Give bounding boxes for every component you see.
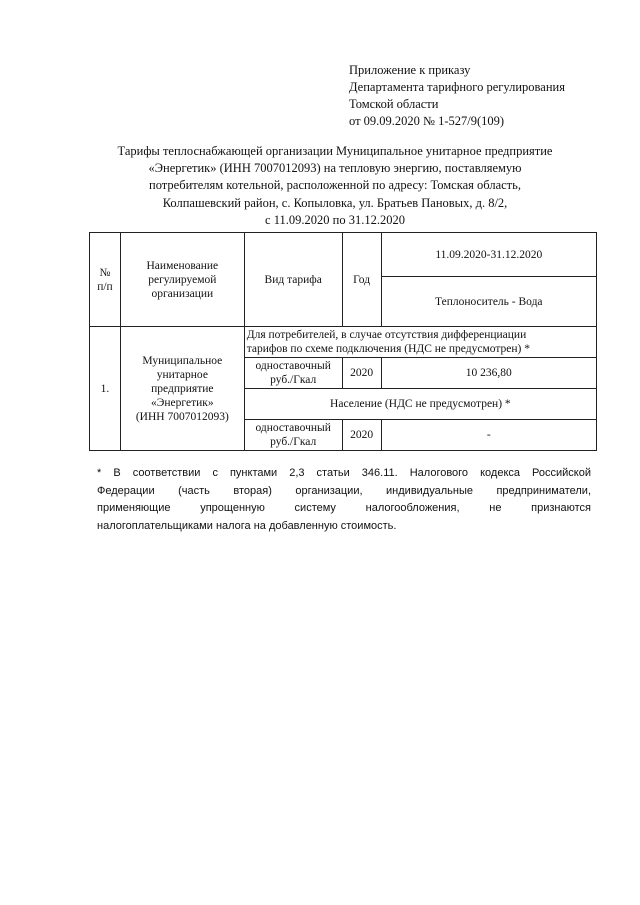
footnote-line: применяющие упрощенную систему налогообложения, не признаются (97, 502, 591, 514)
tariff-table (89, 232, 597, 451)
cell-tariff-value: - (381, 420, 596, 451)
appendix-line: Приложение к приказу (349, 63, 471, 77)
cell-tariff-type: одноставочный руб./Гкал (244, 420, 342, 451)
cell-tariff-type: одноставочный руб./Гкал (244, 358, 342, 389)
header-cell-number: № п/п (90, 233, 121, 327)
appendix-header (349, 62, 565, 130)
header-cell-tariff-type: Вид тарифа (244, 233, 342, 327)
table-row (90, 327, 597, 358)
header-cell-organization: Наименование регулируемой организации (120, 233, 244, 327)
footnote-line: Федерации (часть вторая) организации, индивидуальные предприниматели, (97, 484, 591, 497)
cell-year: 2020 (342, 358, 381, 389)
footnote-line: * В соответствии с пунктами 2,3 статьи 346.11. Налогового кодекса Российской (97, 467, 591, 479)
header-cell-carrier: Теплоноситель - Вода (381, 277, 596, 327)
header-cell-period: 11.09.2020-31.12.2020 (381, 233, 596, 277)
document-title (80, 143, 590, 229)
cell-tariff-value: 10 236,80 (381, 358, 596, 389)
title-line: с 11.09.2020 по 31.12.2020 (265, 212, 405, 227)
cell-consumer-group: Для потребителей, в случае отсутствия дифференциации тарифов по схеме подключения (НДС не предусмотрен) * (244, 327, 596, 358)
table-header-row (90, 233, 597, 277)
footnote (97, 465, 591, 535)
appendix-line: от 09.09.2020 № 1-527/9(109) (349, 114, 505, 128)
cell-row-number: 1. (90, 327, 121, 451)
title-line: потребителям котельной, расположенной по адресу: Томская область, (149, 178, 521, 193)
cell-consumer-group: Население (НДС не предусмотрен) * (244, 389, 596, 420)
title-line: «Энергетик» (ИНН 7007012093) на тепловую энергию, поставляемую (148, 161, 522, 176)
title-line: Тарифы теплоснабжающей организации Муниципальное унитарное предприятие (117, 144, 553, 158)
footnote-line: налогоплательщиками налога на добавленную стоимость. (97, 519, 397, 532)
cell-year: 2020 (342, 420, 381, 451)
appendix-line: Департамента тарифного регулирования (349, 80, 565, 94)
title-line: Колпашевский район, с. Копыловка, ул. Братьев Пановых, д. 8/2, (162, 195, 508, 210)
appendix-line: Томской области (349, 97, 439, 111)
header-cell-year: Год (342, 233, 381, 327)
cell-organization: Муниципальное унитарное предприятие «Энергетик» (ИНН 7007012093) (120, 327, 244, 451)
